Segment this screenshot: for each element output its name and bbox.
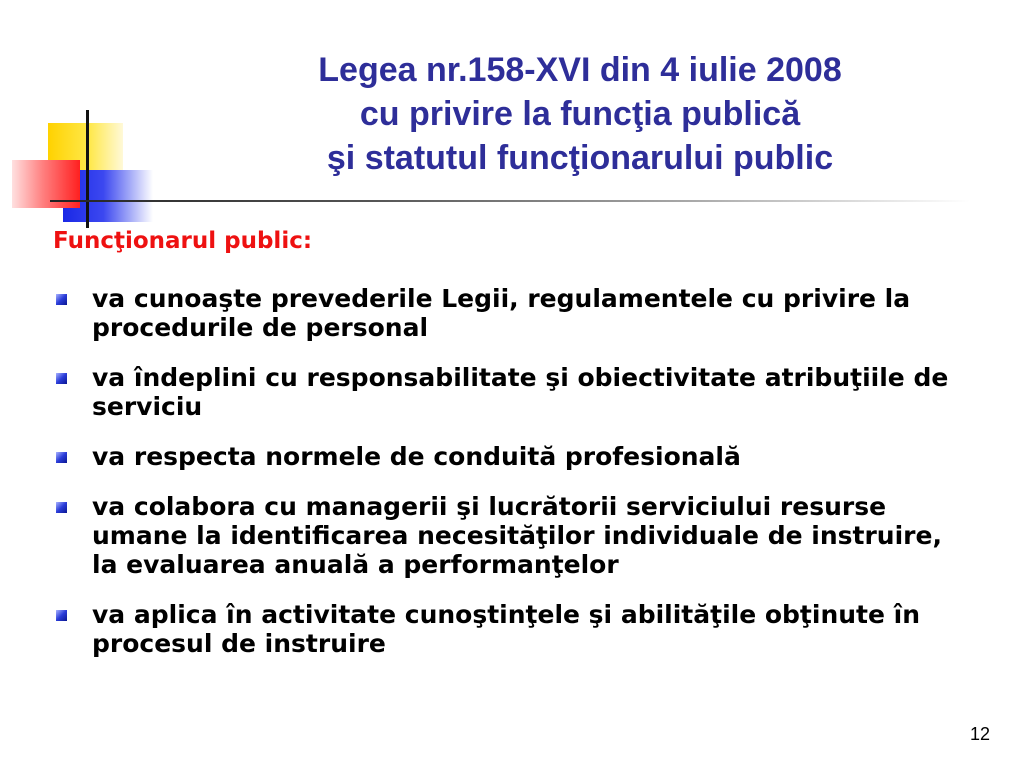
title-line-1: Legea nr.158-XVI din 4 iulie 2008 [318, 51, 842, 89]
bullet-text: va aplica în activitate cunoştinţele şi abilităţile obţinute în procesul de instruire [92, 600, 921, 658]
section-subheading: Funcţionarul public: [53, 228, 313, 254]
square-bullet-icon [56, 610, 67, 621]
bullet-item [54, 600, 954, 658]
slide-title [200, 48, 960, 180]
vertical-rule [86, 110, 89, 228]
bullet-list [54, 284, 954, 658]
square-bullet-icon [56, 373, 67, 384]
bullet-item [54, 284, 954, 342]
bullet-text: va respecta normele de conduită profesională [92, 442, 741, 471]
square-bullet-icon [56, 294, 67, 305]
bullet-text: va cunoaşte prevederile Legii, regulamentele cu privire la procedurile de personal [92, 284, 911, 342]
title-line-3: şi statutul funcţionarului public [326, 139, 834, 177]
page-number: 12 [969, 724, 990, 744]
title-line-2: cu privire la funcţia publică [359, 95, 801, 133]
title-underline-rule [50, 200, 970, 202]
decorative-corner-graphic [0, 0, 150, 240]
square-bullet-icon [56, 502, 67, 513]
bullet-text: va îndeplini cu responsabilitate şi obiectivitate atribuţiile de serviciu [92, 363, 949, 421]
bullet-item [54, 492, 954, 579]
bullet-item [54, 363, 954, 421]
bullet-item [54, 442, 954, 471]
square-bullet-icon [56, 452, 67, 463]
bullet-text: va colabora cu managerii şi lucrătorii serviciului resurse umane la identificarea necesităţilor individuale de instruire, la evaluarea anuală a performanţelor [92, 492, 942, 579]
